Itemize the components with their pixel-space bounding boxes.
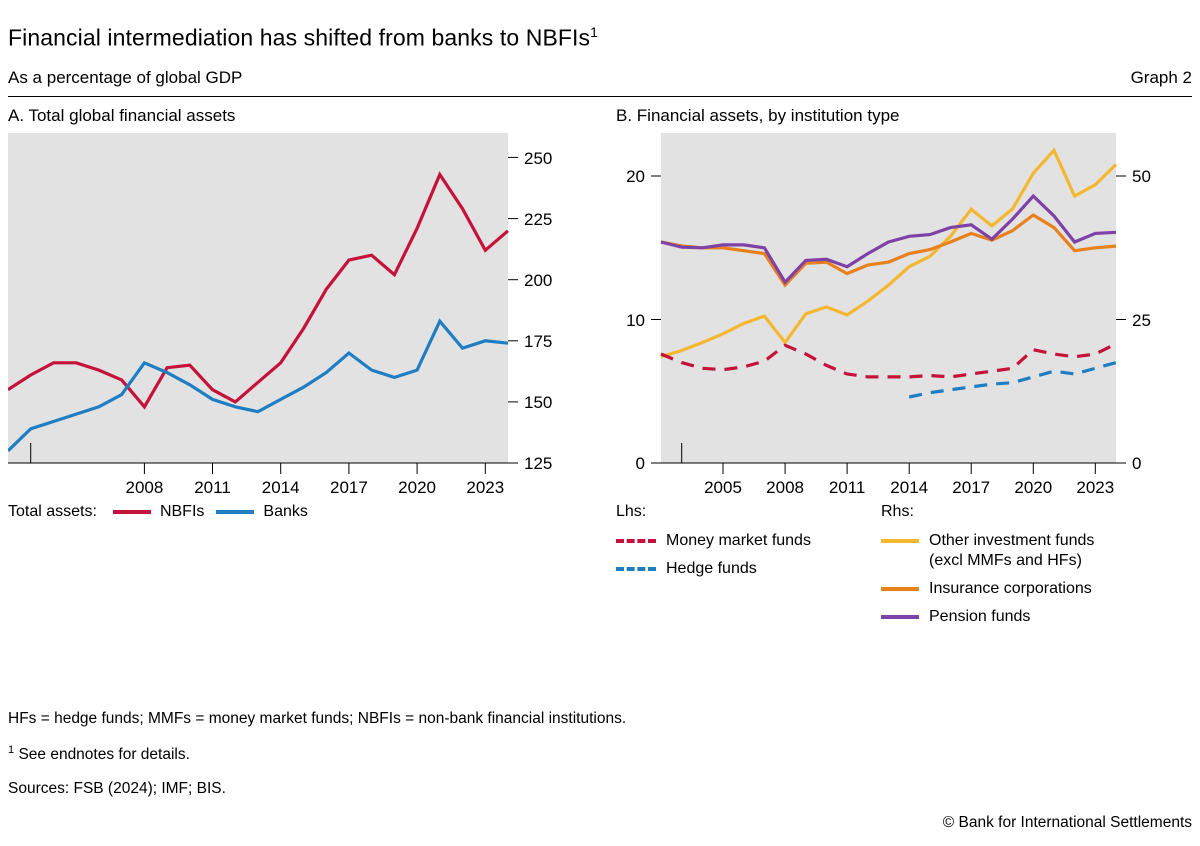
legend-swatch-money-market-funds <box>616 539 656 543</box>
svg-text:225: 225 <box>524 209 553 229</box>
legend-swatch-other-investment-funds <box>881 539 919 543</box>
panel-a-title: A. Total global financial assets <box>8 105 236 125</box>
legend-label-pension-funds: Pension funds <box>929 607 1031 625</box>
panel-b-title: B. Financial assets, by institution type <box>616 105 900 125</box>
svg-text:10: 10 <box>626 310 645 330</box>
svg-text:175: 175 <box>524 331 553 351</box>
panel-a-legend-label: Total assets: <box>8 502 97 520</box>
legend-swatch-nbfis <box>113 510 151 514</box>
legend-label-banks: Banks <box>263 502 308 520</box>
panel-a <box>8 97 600 631</box>
legend-swatch-pension-funds <box>881 615 919 619</box>
svg-text:200: 200 <box>524 270 553 290</box>
panel-b-svg <box>616 133 1186 493</box>
svg-text:2008: 2008 <box>125 477 164 493</box>
legend-rhs-head: Rhs: <box>881 502 914 520</box>
svg-text:2020: 2020 <box>398 477 437 493</box>
svg-text:0: 0 <box>1132 453 1142 473</box>
page-title-footnote-marker: 1 <box>590 24 599 40</box>
footnote-endnote-marker: 1 <box>8 743 15 756</box>
legend-item-money-market-funds <box>616 527 881 555</box>
legend-item-insurance-corporations <box>881 575 1094 603</box>
svg-text:2005: 2005 <box>704 477 742 493</box>
svg-text:2011: 2011 <box>194 477 231 493</box>
svg-text:0: 0 <box>635 453 645 473</box>
legend-item-other-investment-funds <box>881 527 1094 575</box>
svg-text:2020: 2020 <box>1014 477 1053 493</box>
panel-b-legend-lhs <box>616 503 881 631</box>
copyright: © Bank for International Settlements <box>942 814 1192 831</box>
svg-text:2017: 2017 <box>952 477 991 493</box>
svg-text:2023: 2023 <box>1076 477 1115 493</box>
panel-b-legend <box>616 493 1192 631</box>
svg-text:2023: 2023 <box>466 477 505 493</box>
subtitle-row <box>8 52 1192 96</box>
svg-text:2014: 2014 <box>890 477 929 493</box>
legend-label-money-market-funds: Money market funds <box>666 531 811 549</box>
svg-text:150: 150 <box>524 392 553 412</box>
y-axis-labels <box>524 149 552 473</box>
svg-text:250: 250 <box>524 148 553 168</box>
svg-text:2017: 2017 <box>329 477 368 493</box>
graph-number: Graph 2 <box>1130 67 1192 87</box>
legend-label-nbfis: NBFIs <box>159 502 205 520</box>
svg-text:2011: 2011 <box>828 477 866 493</box>
legend-item-hedge-funds <box>616 555 881 583</box>
svg-text:25: 25 <box>1132 310 1151 330</box>
legend-item-pension-funds <box>881 603 1094 631</box>
page-title <box>8 0 1192 52</box>
panel-b-plot <box>616 133 1192 493</box>
legend-label-hedge-funds: Hedge funds <box>666 559 757 577</box>
panel-a-legend <box>8 493 588 521</box>
legend-swatch-banks <box>216 510 254 514</box>
panel-a-svg <box>8 133 578 493</box>
x-axis-labels <box>125 478 504 493</box>
legend-sublabel-other-investment-funds: (excl MMFs and HFs) <box>929 551 1082 569</box>
panel-b <box>600 97 1192 631</box>
svg-text:2008: 2008 <box>766 477 805 493</box>
legend-item-nbfis <box>113 503 204 521</box>
left-y-axis-labels <box>626 167 645 473</box>
legend-lhs-head: Lhs: <box>616 502 647 520</box>
legend-label-insurance-corporations: Insurance corporations <box>929 579 1092 597</box>
subtitle: As a percentage of global GDP <box>8 67 243 87</box>
panel-a-plot <box>8 133 588 493</box>
footer <box>8 710 1192 846</box>
x-axis-labels <box>704 478 1114 493</box>
panel-b-legend-rhs <box>881 503 1094 631</box>
svg-text:125: 125 <box>524 453 553 473</box>
svg-text:2014: 2014 <box>261 477 300 493</box>
svg-text:50: 50 <box>1132 166 1151 186</box>
legend-label-other-investment-funds: Other investment funds <box>929 531 1095 549</box>
legend-swatch-insurance-corporations <box>881 587 919 591</box>
right-y-axis-ticks <box>1116 176 1126 463</box>
footnote-sources: Sources: FSB (2024); IMF; BIS. <box>8 780 226 797</box>
legend-item-banks <box>216 503 307 521</box>
page-title-text: Financial intermediation has shifted from banks to NBFIs <box>8 24 591 51</box>
footnote-endnote <box>8 744 1192 780</box>
right-y-axis-labels <box>1132 167 1151 473</box>
footnote-abbreviations: HFs = hedge funds; MMFs = money market funds; NBFIs = non-bank financial institutions. <box>8 709 627 727</box>
panels-container <box>8 97 1192 631</box>
svg-text:20: 20 <box>626 166 645 186</box>
plot-area-background <box>661 133 1116 463</box>
left-y-axis-ticks <box>651 176 661 463</box>
legend-swatch-hedge-funds <box>616 567 656 571</box>
footnote-endnote-text: See endnotes for details. <box>18 746 190 763</box>
y-axis-ticks <box>508 157 518 463</box>
